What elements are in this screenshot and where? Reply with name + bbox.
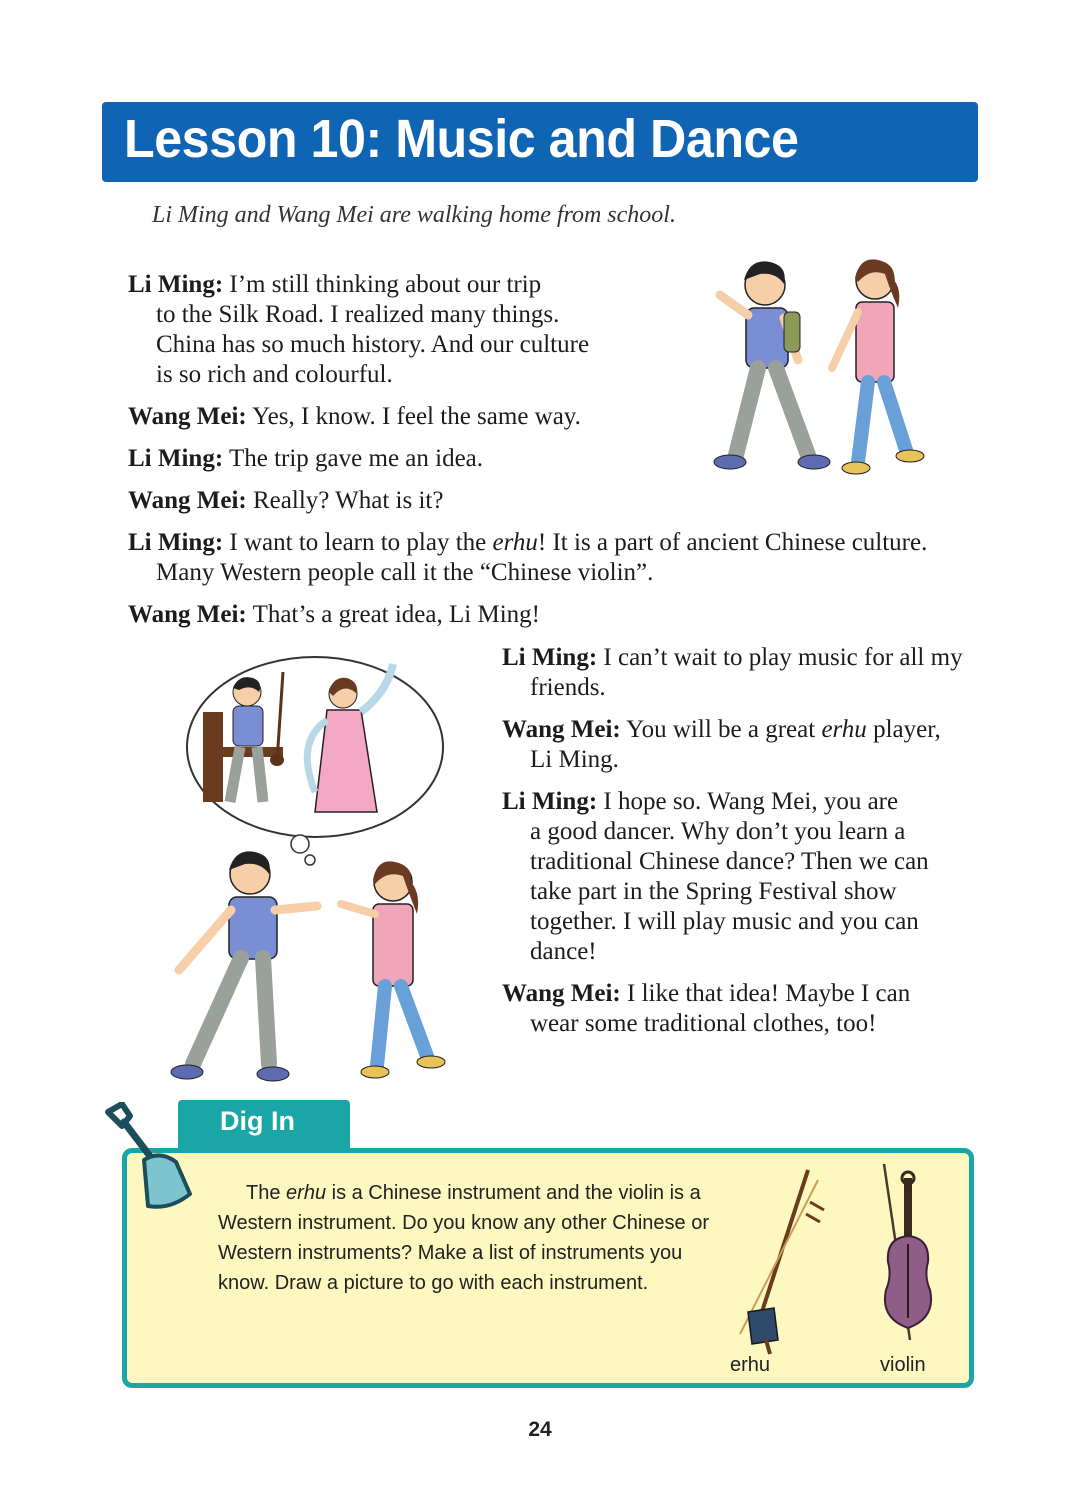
dialogue-text: I’m still thinking about our trip <box>229 271 542 298</box>
boy-figure <box>714 261 830 469</box>
dialogue-text: a good dancer. Why don’t you learn a <box>530 818 906 845</box>
lesson-title-banner <box>102 102 978 182</box>
dialogue-line <box>502 979 910 1039</box>
students-walking-illustration <box>680 250 930 480</box>
shovel-icon <box>100 1102 200 1212</box>
dialogue-emphasis: erhu <box>821 716 867 743</box>
dialogue-text: The trip gave me an idea. <box>228 445 484 472</box>
dialogue-line <box>502 715 941 775</box>
dig-in-tab <box>178 1100 350 1150</box>
speaker: Wang Mei: <box>502 716 621 743</box>
speaker: Li Ming: <box>128 529 224 556</box>
girl-figure <box>832 259 924 474</box>
dialogue-text: You will be a great <box>626 716 822 743</box>
lesson-title: Lesson 10: Music and Dance <box>124 109 799 169</box>
speaker: Wang Mei: <box>128 601 247 628</box>
dialogue-line <box>128 270 589 390</box>
dig-in-label: Dig In <box>220 1106 295 1136</box>
dig-in-text-part: is a Chinese instrument and the violin is a Western instrument. Do you know any other Chinese or Western instruments? Make a list of instruments you know. Draw a picture to go with each instrument. <box>218 1182 709 1294</box>
boy-figure <box>171 851 317 1081</box>
speaker: Wang Mei: <box>128 403 247 430</box>
dialogue-line <box>128 402 581 432</box>
dig-in-text <box>218 1178 718 1298</box>
dialogue-text: wear some traditional clothes, too! <box>530 1010 877 1037</box>
dialogue-text: Really? What is it? <box>253 487 444 514</box>
dialogue-text: take part in the Spring Festival show <box>530 878 897 905</box>
dialogue-text: I want to learn to play the <box>229 529 493 556</box>
speaker: Li Ming: <box>128 271 224 298</box>
dig-in-text-part: The <box>246 1182 287 1204</box>
dialogue-line <box>502 643 963 703</box>
dialogue-text: I hope so. Wang Mei, you are <box>603 788 899 815</box>
erhu-icon <box>726 1162 836 1357</box>
speaker: Wang Mei: <box>128 487 247 514</box>
page-number: 24 <box>528 1418 552 1441</box>
dialogue-text: Many Western people call it the “Chinese violin”. <box>156 559 654 586</box>
dialogue-text: friends. <box>530 674 606 701</box>
dialogue-text: Yes, I know. I feel the same way. <box>252 403 581 430</box>
dialogue-line <box>128 600 540 630</box>
dialogue-emphasis: erhu <box>492 529 538 556</box>
dialogue-text: ! It is a part of ancient Chinese culture. <box>537 529 928 556</box>
dialogue-text: dance! <box>530 938 597 965</box>
thought-bubble-illustration <box>165 652 475 1092</box>
dialogue-text: is so rich and colourful. <box>156 361 393 388</box>
girl-figure <box>341 861 445 1078</box>
dialogue-line <box>128 528 996 588</box>
dialogue-text: traditional Chinese dance? Then we can <box>530 848 929 875</box>
dialogue-text: That’s a great idea, Li Ming! <box>252 601 540 628</box>
intro-text: Li Ming and Wang Mei are walking home from school. <box>152 202 676 228</box>
dialogue-line <box>128 444 483 474</box>
dialogue-line <box>502 787 929 967</box>
violin-icon <box>866 1158 946 1348</box>
speaker: Li Ming: <box>502 644 598 671</box>
dialogue-line <box>128 486 443 516</box>
speaker: Wang Mei: <box>502 980 621 1007</box>
dialogue-text: I can’t wait to play music for all my <box>603 644 963 671</box>
dialogue-text: I like that idea! Maybe I can <box>627 980 911 1007</box>
dialogue-text: together. I will play music and you can <box>530 908 919 935</box>
dialogue-text: Li Ming. <box>530 746 619 773</box>
speaker: Li Ming: <box>502 788 598 815</box>
violin-label: violin <box>880 1354 926 1376</box>
speaker: Li Ming: <box>128 445 224 472</box>
dialogue-text: to the Silk Road. I realized many things. <box>156 301 560 328</box>
dialogue-text: China has so much history. And our culture <box>156 331 590 358</box>
erhu-label: erhu <box>730 1354 771 1376</box>
dialogue-text: player, <box>866 716 941 743</box>
dig-in-emphasis: erhu <box>286 1182 327 1204</box>
